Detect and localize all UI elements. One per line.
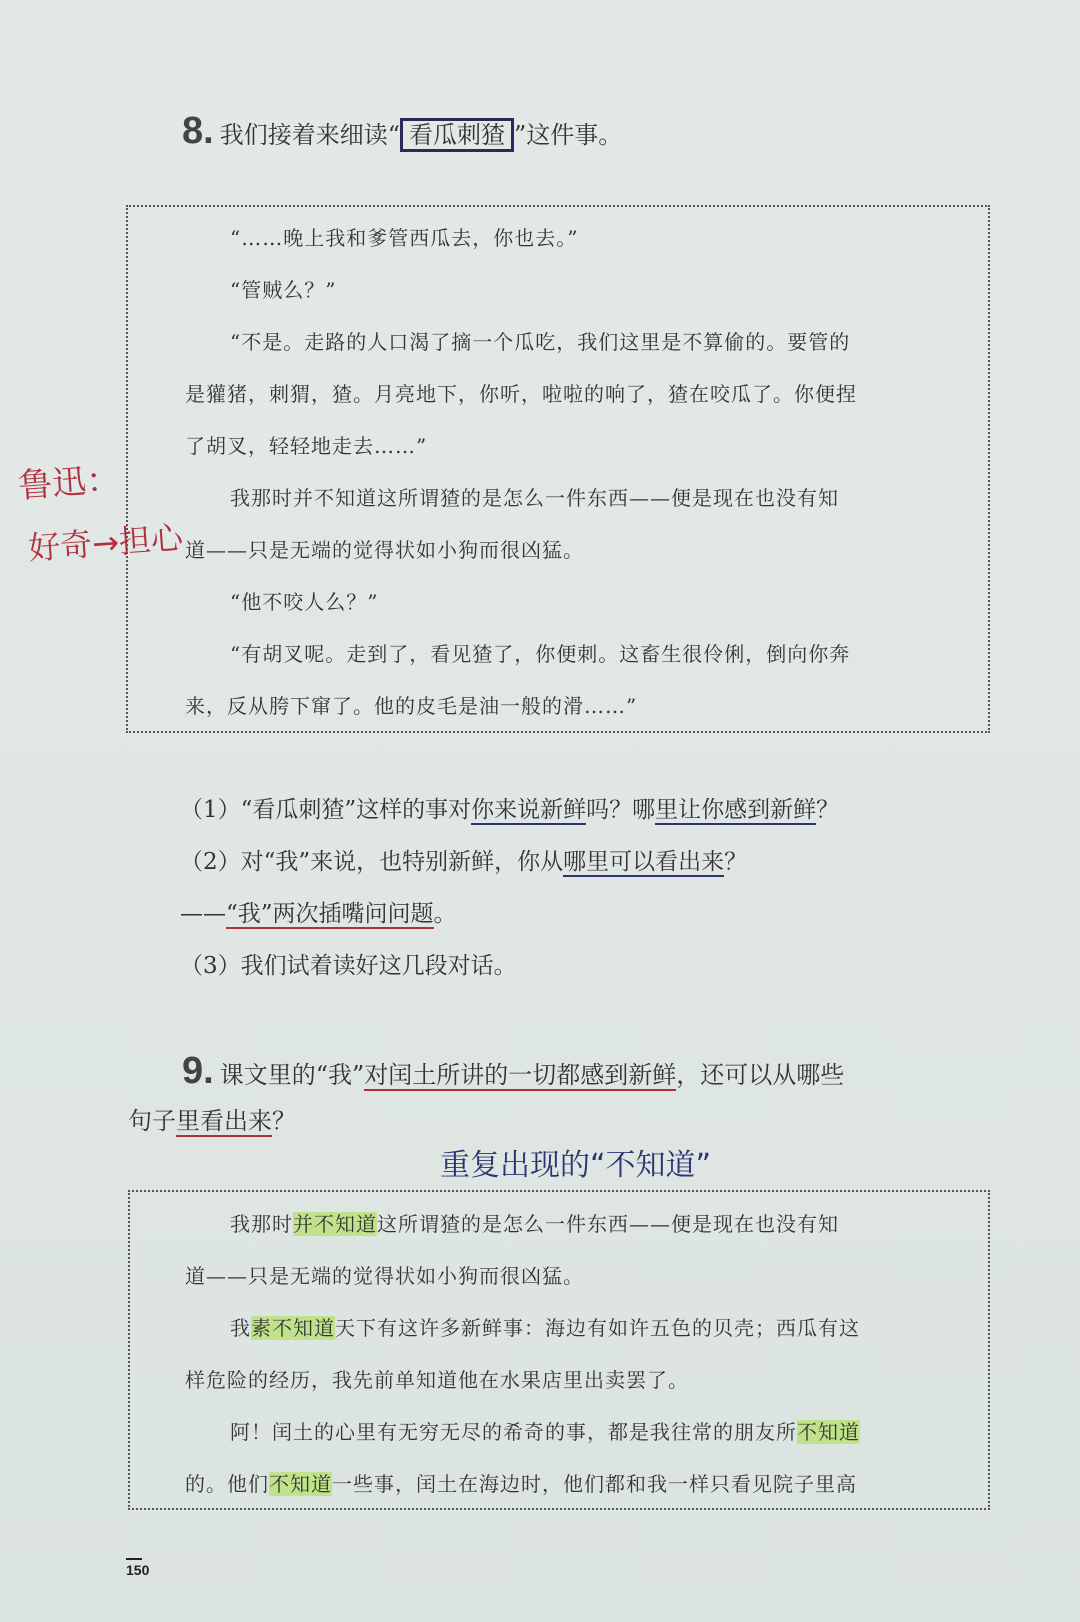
passage-line: 来，反从胯下窜了。他的皮毛是油一般的滑……” (185, 694, 638, 718)
question-8-header (182, 106, 622, 160)
page-number-rule (126, 1558, 142, 1560)
page-number: 150 (126, 1562, 150, 1578)
question-text: 我们接着来细读 (219, 121, 388, 149)
question-text: 这件事。 (526, 121, 623, 149)
text: 一些事，闰土在海边时，他们都和我一样只看见院子里高 (332, 1472, 857, 1496)
text: （1）“看瓜刺猹”这样的事对 (180, 797, 472, 823)
passage-line: “他不咬人么？” (230, 590, 379, 614)
quote-mark: “ (387, 121, 400, 149)
subquestion-2 (180, 838, 747, 886)
margin-note-emotion: 好奇→担心 (27, 518, 185, 568)
highlight: 不知道 (269, 1472, 332, 1496)
text: ？ (724, 849, 748, 875)
subquestion-1 (180, 786, 839, 834)
text: ？ (816, 797, 840, 823)
text: 我那时 (230, 1212, 293, 1236)
question-9-line2 (128, 1096, 296, 1146)
passage-line: 了胡叉，轻轻地走去……” (185, 434, 428, 458)
passage-line: “不是。走路的人口渴了摘一个瓜吃，我们这里是不算偷的。要管的 (230, 330, 851, 354)
text: 的。他们 (185, 1472, 269, 1496)
passage-line (185, 1458, 857, 1510)
passage-line: “……晚上我和爹管西瓜去，你也去。” (230, 226, 579, 250)
passage-line: 样危险的经历，我先前单知道他在水果店里出卖罢了。 (185, 1368, 689, 1392)
highlight: 不知道 (797, 1420, 860, 1444)
text: 天下有这许多新鲜事：海边有如许五色的贝壳；西瓜有这 (335, 1316, 860, 1340)
margin-note-author: 鲁迅： (16, 459, 122, 507)
passage-line (230, 1302, 860, 1354)
underlined-text: 你来说新鲜 (471, 797, 587, 823)
text: 吗？哪 (586, 797, 656, 823)
question-text: ？ (272, 1107, 296, 1135)
question-text: 句子 (128, 1107, 176, 1135)
passage-line (230, 1406, 860, 1458)
subquestion-3: （3）我们试着读好这几段对话。 (180, 953, 517, 979)
text: —— (180, 901, 226, 927)
question-text: ，还可以从哪些 (676, 1061, 845, 1089)
quote-mark: ” (513, 121, 527, 149)
question-text: 课文里的“我” (219, 1061, 365, 1089)
underlined-text: 哪里可以看出来 (563, 849, 725, 875)
highlight: 并不知道 (293, 1212, 377, 1236)
text: 。 (433, 901, 457, 927)
text: 阿！闰土的心里有无穷无尽的希奇的事，都是我往常的朋友所 (230, 1420, 797, 1444)
underlined-text: 对闰土所讲的一切都感到新鲜 (364, 1061, 677, 1089)
boxed-title: 看瓜刺猹 (400, 118, 514, 152)
passage-line (230, 1198, 839, 1250)
underlined-text: 里看出来 (176, 1107, 272, 1135)
passage-line: 道——只是无端的觉得状如小狗而很凶猛。 (185, 538, 584, 562)
passage-line: “管贼么？” (230, 278, 337, 302)
question-9-header (182, 1046, 844, 1100)
passage-line: 我那时并不知道这所谓猹的是怎么一件东西——便是现在也没有知 (230, 486, 839, 510)
passage-line: 是獾猪，刺猬，猹。月亮地下，你听，啦啦的响了，猹在咬瓜了。你便捏 (185, 382, 857, 406)
q9-handwritten-note: 重复出现的“不知道” (440, 1148, 712, 1183)
text: （2）对“我”来说，也特别新鲜，你从 (180, 849, 564, 875)
answer-line (180, 890, 457, 938)
text: 我 (230, 1316, 251, 1340)
passage-line: 道——只是无端的觉得状如小狗而很凶猛。 (185, 1264, 584, 1288)
underlined-text: 里让你感到新鲜 (655, 797, 817, 823)
highlight: 素不知道 (251, 1316, 335, 1340)
question-number: 9. (182, 1050, 214, 1092)
answer-text: “我”两次插嘴问问题 (226, 901, 434, 927)
text: 这所谓猹的是怎么一件东西——便是现在也没有知 (377, 1212, 839, 1236)
question-number: 8. (182, 110, 214, 152)
passage-line: “有胡叉呢。走到了，看见猹了，你便刺。这畜生很伶俐，倒向你奔 (230, 642, 851, 666)
